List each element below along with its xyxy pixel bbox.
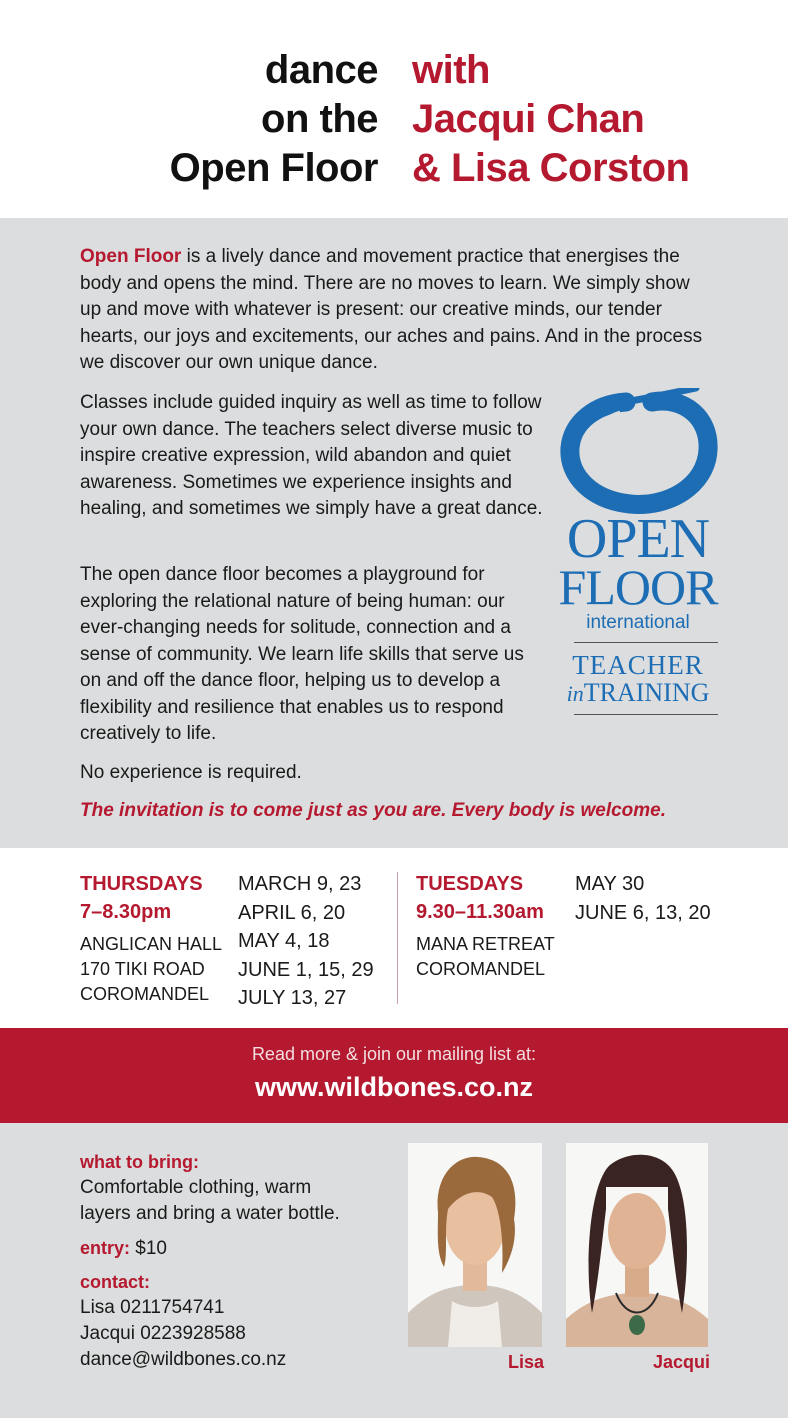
- schedule-divider: [397, 872, 398, 1004]
- teachers-line: with: [412, 48, 490, 92]
- teachers-line: Jacqui Chan: [412, 97, 645, 141]
- thursday-info: [80, 870, 222, 1007]
- bring-text: layers and bring a water bottle.: [80, 1203, 340, 1224]
- thursday-day: THURSDAYS: [80, 873, 203, 895]
- playground-paragraph: The open dance floor becomes a playground for exploring the relational nature of being human: our ever-changing needs for solitude, connection and a sense of community. We learn life skills that serve us on and off the dance floor, helping us to develop a flexibility and resilience that enables us to respond creatively to life.: [80, 564, 524, 744]
- title-line: on the: [261, 97, 378, 141]
- date-line: JUNE 6, 13, 20: [575, 901, 711, 924]
- intro-text: is a lively dance and movement practice that energises the body and opens the mind. There are no moves to learn. We simply show up and move with whatever is present: our creative minds, our tender hearts, our joys and excitements, our aches and pains. And in the process we discover our own unique dance.: [80, 246, 703, 373]
- mailing-list-banner: [0, 1028, 788, 1123]
- logo-divider: [574, 642, 718, 643]
- venue-line: ANGLICAN HALL: [80, 934, 223, 954]
- intro-paragraph: [80, 244, 710, 377]
- contact-phone-jacqui: Jacqui 0223928588: [80, 1323, 246, 1344]
- caption-jacqui: Jacqui: [653, 1352, 711, 1372]
- teachers-title: [412, 46, 689, 193]
- event-title: [170, 46, 378, 193]
- logo-divider: [574, 714, 718, 715]
- title-line: Open Floor: [169, 146, 378, 190]
- bring-text: Comfortable clothing, warm: [80, 1177, 312, 1198]
- logo-in-text: in: [566, 681, 584, 706]
- bring-label: what to bring:: [80, 1152, 199, 1172]
- contact-label: contact:: [80, 1272, 151, 1292]
- classes-paragraph: Classes include guided inquiry as well as time to follow your own dance. The teachers select diverse music to inspire creative expression, wild abandon and quiet awareness. Sometimes we experience insights and healing, and sometimes we simply have a great dance.: [80, 392, 543, 519]
- intro-section: [0, 218, 788, 848]
- logo-training-text: [556, 678, 720, 708]
- venue-line: COROMANDEL: [416, 959, 546, 979]
- tuesday-info: [416, 870, 555, 982]
- schedule-section: [0, 848, 788, 1028]
- experience-note: No experience is required.: [80, 762, 302, 783]
- invitation-text: The invitation is to come just as you are. Every body is welcome.: [80, 800, 667, 821]
- website-link[interactable]: www.wildbones.co.nz: [254, 1072, 533, 1102]
- thursday-dates: [238, 870, 374, 1013]
- header: [0, 0, 788, 218]
- title-line: dance: [264, 48, 378, 92]
- date-line: MAY 30: [575, 873, 645, 895]
- open-floor-logo: [556, 388, 720, 718]
- date-line: MARCH 9, 23: [238, 873, 362, 895]
- portrait-lisa-icon: [408, 1143, 542, 1347]
- logo-open-text: OPEN: [566, 508, 710, 570]
- date-line: JUNE 1, 15, 29: [238, 958, 374, 981]
- portrait-jacqui-icon: [566, 1143, 708, 1347]
- enso-circle-icon: [556, 388, 720, 516]
- logo-international-text: international: [586, 612, 690, 633]
- caption-lisa: Lisa: [508, 1352, 545, 1372]
- tuesday-dates: [575, 870, 711, 927]
- logo-training-word: TRAINING: [583, 678, 710, 707]
- banner-text: Read more & join our mailing list at:: [251, 1044, 537, 1064]
- entry-price: $10: [130, 1238, 167, 1259]
- what-to-bring: [80, 1149, 340, 1227]
- logo-floor-text: FLOOR: [558, 559, 718, 615]
- open-floor-term: Open Floor: [80, 246, 182, 267]
- details-section: [0, 1123, 788, 1418]
- entry-label: entry:: [80, 1238, 131, 1258]
- thursday-time: 7–8.30pm: [80, 901, 172, 923]
- teachers-line: & Lisa Corston: [412, 146, 690, 190]
- date-line: MAY 4, 18: [238, 930, 330, 952]
- venue-line: MANA RETREAT: [416, 934, 555, 954]
- contact-email[interactable]: dance@wildbones.co.nz: [80, 1349, 287, 1370]
- date-line: JULY 13, 27: [238, 987, 347, 1009]
- venue-line: 170 TIKI ROAD: [80, 959, 205, 979]
- thursday-venue: [80, 932, 222, 1007]
- contact-phone-lisa: Lisa 0211754741: [80, 1297, 225, 1318]
- venue-line: COROMANDEL: [80, 984, 210, 1004]
- logo-teacher-text: TEACHER: [572, 650, 704, 680]
- date-line: APRIL 6, 20: [238, 901, 346, 924]
- jacqui-photo: [566, 1143, 708, 1347]
- lisa-photo: [408, 1143, 542, 1347]
- tuesday-day: TUESDAYS: [416, 873, 524, 895]
- tuesday-venue: [416, 932, 555, 982]
- entry-info: [80, 1235, 167, 1262]
- tuesday-time: 9.30–11.30am: [416, 901, 544, 923]
- contact-info: [80, 1269, 286, 1373]
